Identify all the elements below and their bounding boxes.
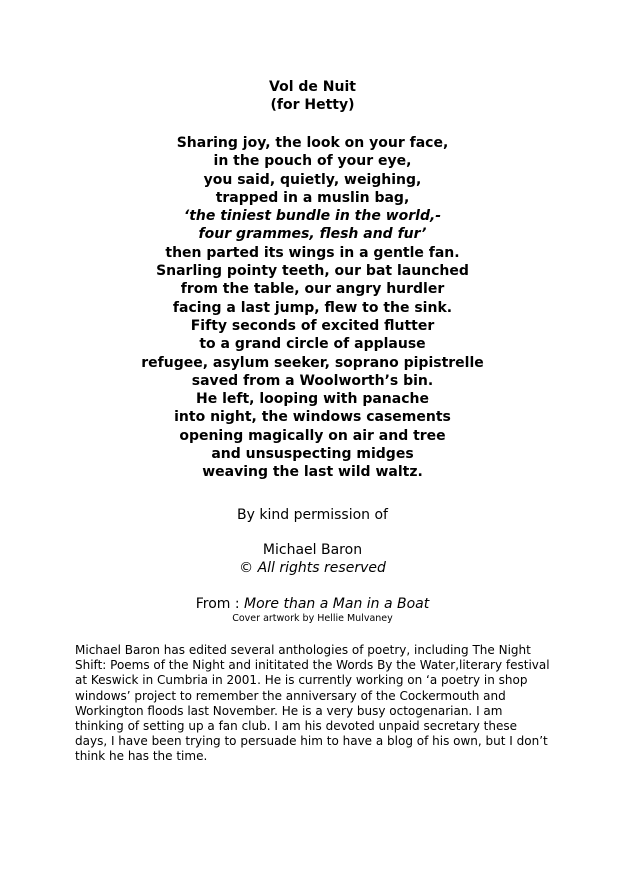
author-name: Michael Baron bbox=[262, 542, 363, 558]
poem-line: Sharing joy, the look on your face, bbox=[176, 135, 449, 151]
poem-dedication: (for Hetty) bbox=[270, 97, 355, 113]
poem-line: to a grand circle of applause bbox=[199, 336, 426, 353]
poem-line: opening magically on air and tree bbox=[179, 427, 446, 444]
rights-notice: © All rights reserved bbox=[239, 560, 386, 576]
poem-line: He left, looping with panache bbox=[196, 391, 429, 408]
poem-line: facing a last jump, flew to the sink. bbox=[172, 299, 453, 316]
poem-line: weaving the last wild waltz. bbox=[202, 464, 423, 481]
book-title: More than a Man in a Boat bbox=[244, 596, 430, 612]
poem-line: into night, the windows casements bbox=[174, 409, 451, 426]
poem-line: and unsuspecting midges bbox=[211, 446, 414, 463]
poem-title: Vol de Nuit bbox=[269, 79, 356, 95]
poem-line: in the pouch of your eye, bbox=[213, 153, 412, 170]
author-credit bbox=[0, 541, 625, 577]
poem-line: from the table, our angry hurdler bbox=[180, 281, 445, 298]
poem-body bbox=[0, 134, 625, 482]
poem-heading bbox=[0, 78, 625, 114]
permission-text: By kind permission of bbox=[237, 507, 388, 523]
poem-line: ‘the tiniest bundle in the world,- bbox=[183, 208, 442, 225]
source-line bbox=[0, 595, 625, 613]
source-credit bbox=[0, 595, 625, 625]
cover-credit: Cover artwork by Hellie Mulvaney bbox=[232, 613, 393, 624]
poem-line: refugee, asylum seeker, soprano pipistrelle bbox=[141, 354, 484, 371]
permission-credit bbox=[0, 506, 625, 524]
from-label: From : bbox=[195, 596, 245, 612]
poem-line: four grammes, flesh and fur’ bbox=[198, 226, 427, 243]
author-bio: Michael Baron has edited several anthologies of poetry, including The Night Shift: Poems of the Night and inititated the Words By the Water,literary festival at Keswick in Cumbria in 2001. He is currently working on ‘a poetry in shop windows’ project to remember the anniversary of the Cockermouth and Workington floods last November. He is a very busy octogenarian. I am thinking of setting up a fan club. I am his devoted unpaid secretary these days, I have been trying to persuade him to have a blog of his own, but I don’t think he has the time. bbox=[75, 643, 550, 764]
poem-line: you said, quietly, weighing, bbox=[203, 171, 422, 188]
poem-line: saved from a Woolworth’s bin. bbox=[191, 372, 434, 389]
poem-line: then parted its wings in a gentle fan. bbox=[165, 244, 460, 261]
poem-line: trapped in a muslin bag, bbox=[215, 189, 410, 206]
poem-line: Fifty seconds of excited flutter bbox=[190, 317, 435, 334]
poem-line: Snarling pointy teeth, our bat launched bbox=[156, 263, 469, 280]
